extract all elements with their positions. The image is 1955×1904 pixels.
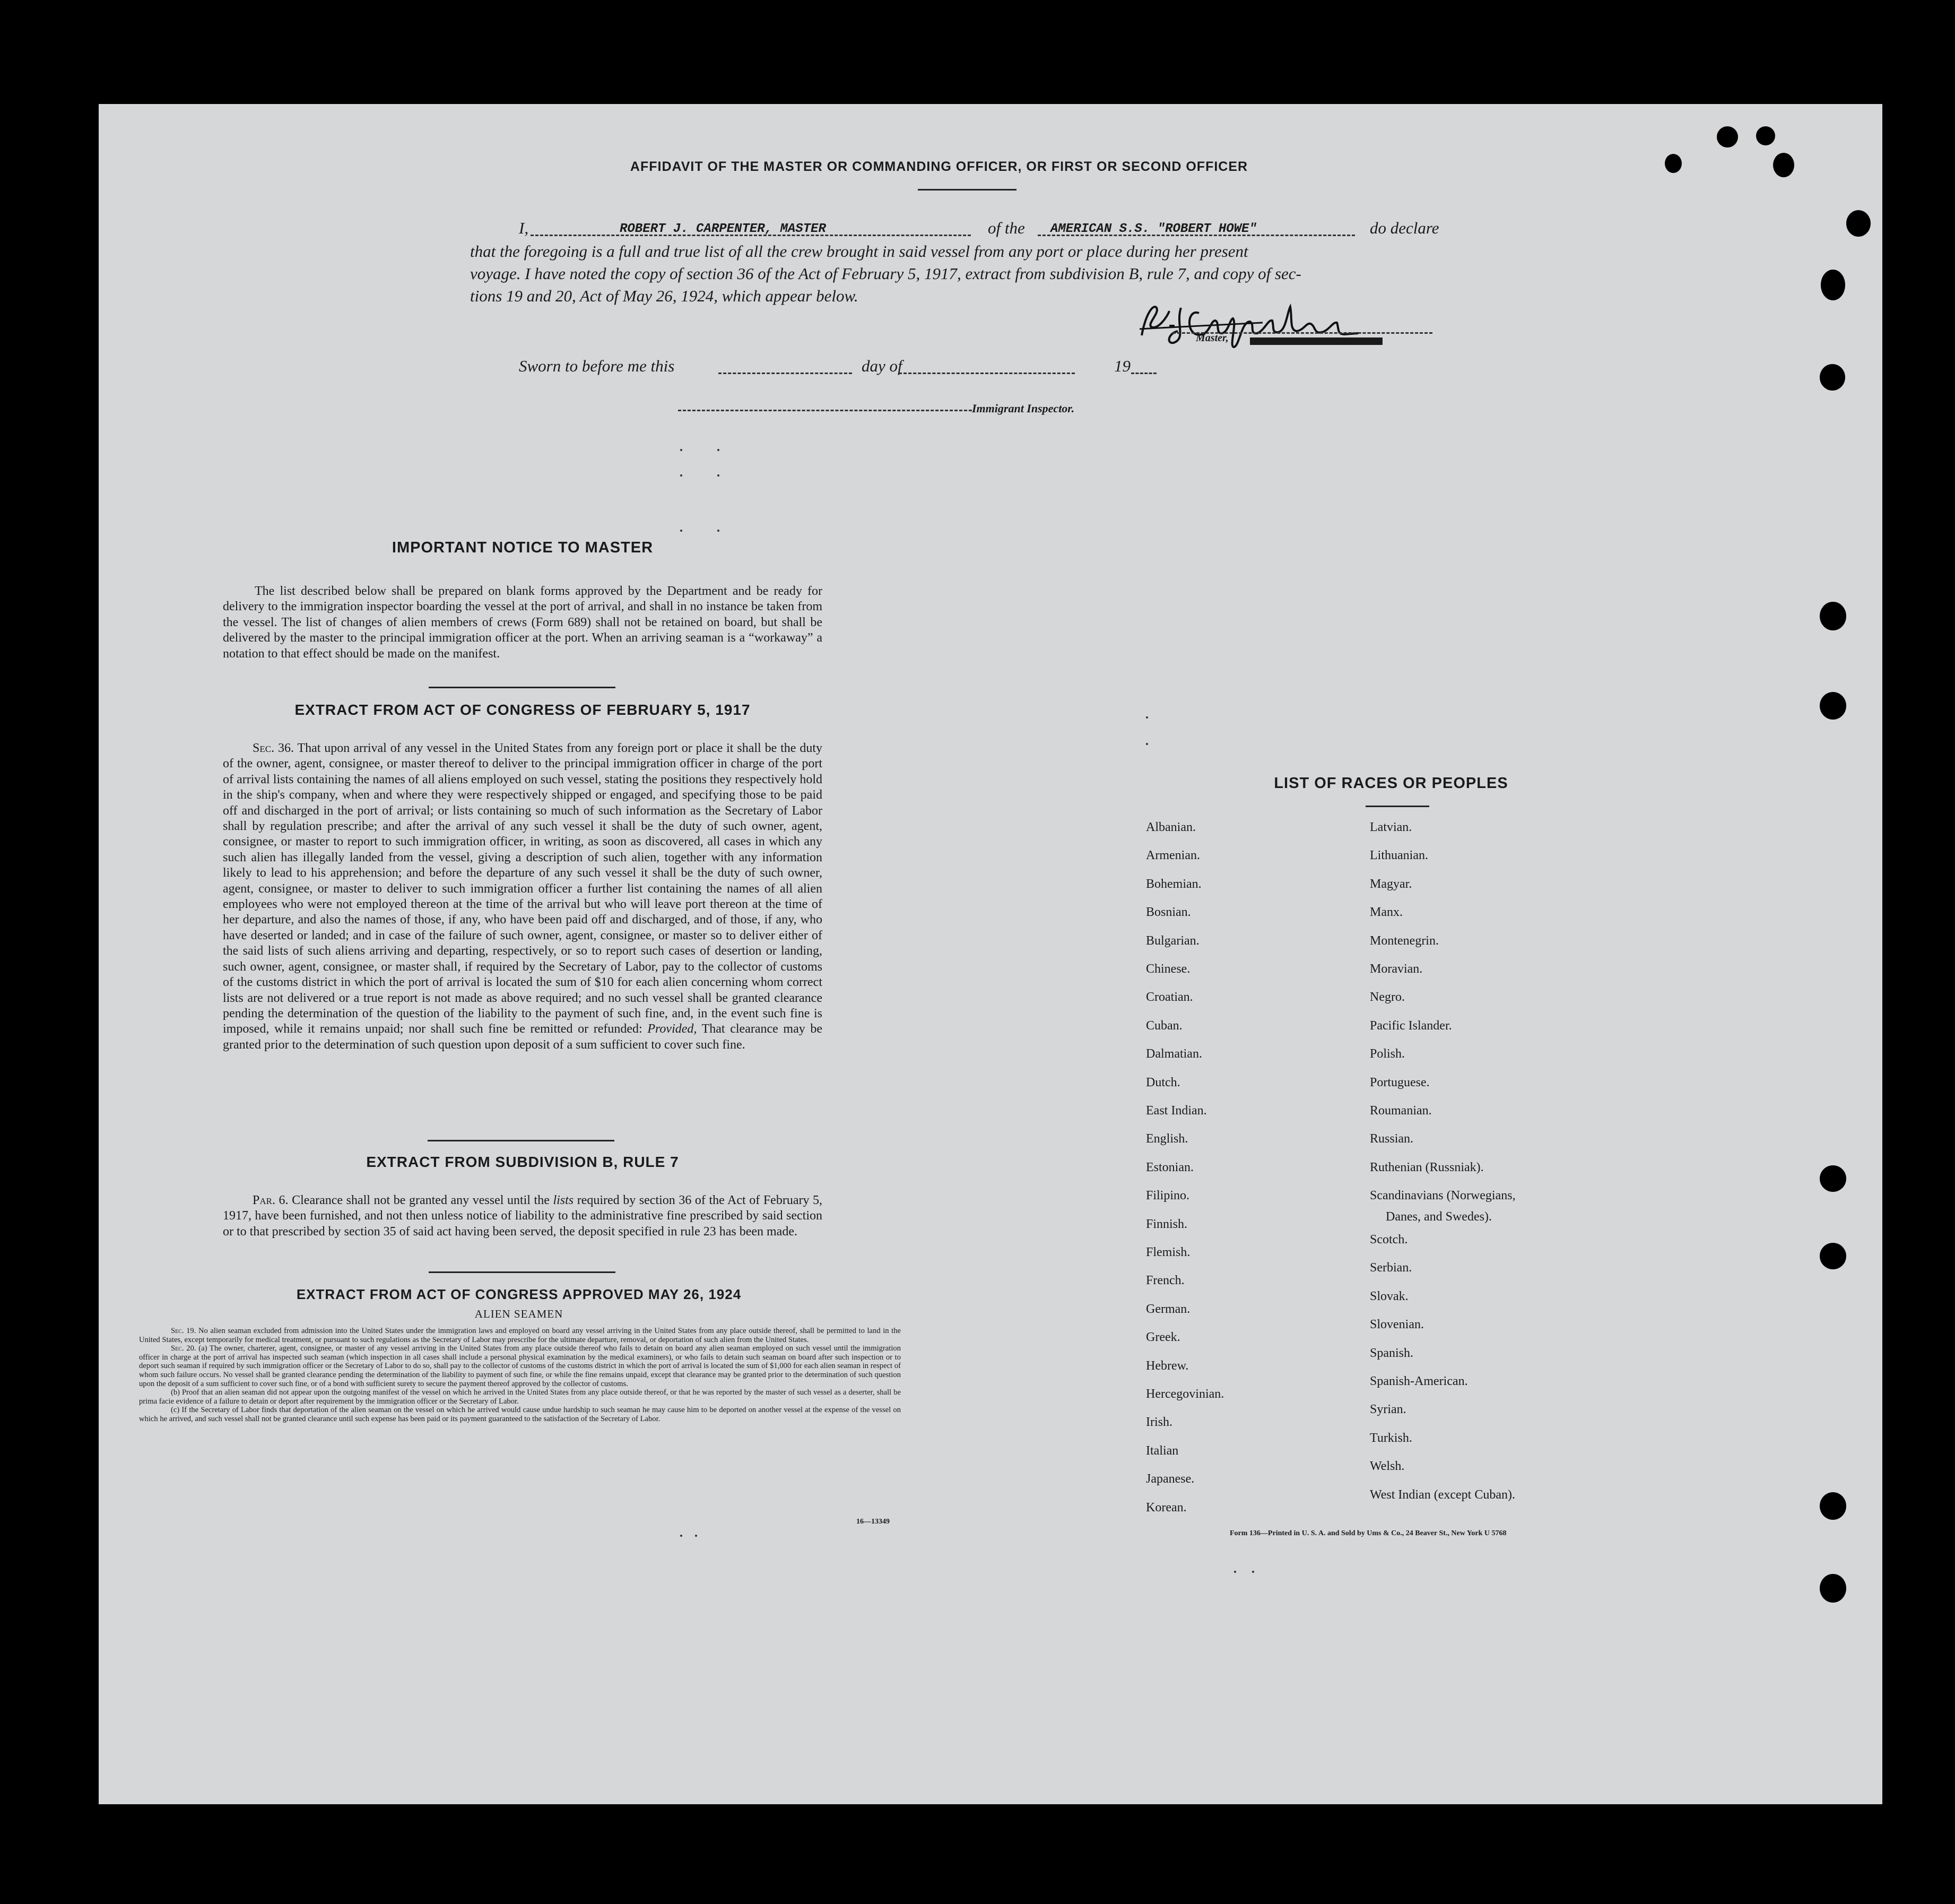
provided-word: Provided, <box>647 1022 697 1036</box>
par-6-text-end: required by section 36 of the Act of February 5, 1917, have been furnished, and not then unless notice of liability to the administrative fine prescribed by said section or to that prescribed by section 35 of said act having been served, the deposit specified in rule 23 has been made. <box>223 1193 823 1239</box>
race-item: Lithuanian. <box>1370 849 1428 863</box>
sworn-year-prefix: 19 <box>1114 357 1131 375</box>
race-item: Italian <box>1146 1443 1179 1458</box>
notice-title: IMPORTANT NOTICE TO MASTER <box>392 539 654 556</box>
race-item: English. <box>1146 1132 1188 1146</box>
race-item: Japanese. <box>1146 1472 1195 1486</box>
section-36-label: Sec. 36. <box>253 741 294 755</box>
affidavit-line-3: voyage. I have noted the copy of section 36 of the Act of February 5, 1917, extract from subdivision B, rule 7, and copy of sec- <box>470 264 1301 283</box>
extract-1917-title: EXTRACT FROM ACT OF CONGRESS OF FEBRUARY 5, 1917 <box>294 702 751 718</box>
extract-1917-text <box>223 741 822 1053</box>
race-item: Spanish. <box>1370 1346 1414 1360</box>
races-title: LIST OF RACES OR PEOPLES <box>1274 775 1508 792</box>
race-item: Slovak. <box>1370 1289 1409 1303</box>
sworn-day-of: day of <box>862 357 902 375</box>
section-36-text: That upon arrival of any vessel in the United States from any foreign port or place it shall be the duty of the owner, agent, consignee, or master thereof to deliver to the principal immigration officer in charge of the port of arrival lists containing the names of all aliens employed on such vessel, stating the positions they respectively hold in the ship's company, when and where they were respectively shipped or engaged, and specifying those to be paid off and discharged in the port of arrival; or lists containing so much of such information as the Secretary of Labor shall by regulation prescribe; and after the arrival of any such vessel it shall be the duty of such owner, agent, consignee, or master to report to such immigration officer, in writing, as soon as discovered, all cases in which any such alien has illegally landed from the vessel, giving a description of such alien, together with any information likely to lead to his apprehension; and before the departure of any such vessel it shall be the duty of such owner, agent, consignee, or master to deliver to such immigration officer a further list containing the names of all alien employees who were not employed thereon at the time of the arrival but who will leave port thereon at the time of her departure, and also the names of those, if any, who have been paid off and discharged, and of those, if any, who have deserted or landed; and in case of the failure of such owner, agent, consignee, or master so to deliver either of the said lists of such aliens arriving and departing, respectively, or so to report such cases of desertion or landing, such owner, agent, consignee, or master shall, if required by the Secretary of Labor, pay to the collector of customs of the customs district in which the port of arrival is located the sum of $10 for each alien concerning whom correct lists are not delivered or a true report is not made as above required; and no such vessel shall be granted clearance pending the determination of the question of the liability to the payment of such fine, and, in the event such fine is imposed, while it remains unpaid; nor shall such fine be remitted or refunded: <box>223 741 822 1036</box>
race-item: Syrian. <box>1370 1403 1406 1417</box>
race-item: Dalmatian. <box>1146 1047 1202 1061</box>
paper-speck <box>717 449 719 451</box>
signature-caption: Master, <box>1196 332 1229 344</box>
affidavit-line-4: tions 19 and 20, Act of May 26, 1924, which appear below. <box>470 287 858 305</box>
paper-speck <box>1252 1571 1254 1573</box>
race-item: Greek. <box>1146 1330 1180 1345</box>
race-item: Hercegovinian. <box>1146 1387 1224 1401</box>
scandinavians-line-2: Danes, and Swedes). <box>1386 1210 1492 1224</box>
divider <box>428 1140 614 1141</box>
extract-rule7-text <box>223 1193 822 1240</box>
race-item: West Indian (except Cuban). <box>1370 1487 1515 1502</box>
race-item: Manx. <box>1370 905 1403 920</box>
affidavit-do-declare: do declare <box>1370 219 1439 237</box>
race-item: Bohemian. <box>1146 877 1202 891</box>
paper-speck <box>680 1535 682 1537</box>
punch-hole <box>1820 1492 1846 1520</box>
affidavit-of-the: of the <box>988 219 1025 237</box>
race-item: Scandinavians (Norwegians, <box>1370 1189 1516 1203</box>
race-item: Roumanian. <box>1370 1104 1432 1118</box>
race-item: Welsh. <box>1370 1459 1405 1474</box>
race-item: Korean. <box>1146 1500 1187 1514</box>
section-36-text-end: That clearance may be granted prior to the determination of such question upon deposit of a sum sufficient to cover such fine. <box>223 1022 823 1052</box>
race-item: Armenian. <box>1146 849 1200 863</box>
paper-speck <box>680 449 682 451</box>
race-item: Montenegrin. <box>1370 933 1439 948</box>
master-name-field: ROBERT J. CARPENTER, MASTER <box>620 222 826 236</box>
race-item: Spanish-American. <box>1370 1374 1468 1388</box>
affidavit-i-label: I, <box>519 219 529 237</box>
punch-hole <box>1820 1243 1846 1269</box>
punch-hole <box>1820 1574 1846 1603</box>
punch-hole <box>1820 692 1846 720</box>
section-20c-text: (c) If the Secretary of Labor finds that deportation of the alien seaman on the vessel on which he arrived would cause undue hardship to such seaman he may cause him to be deported on another vessel at the expense of the vessel on which he arrived, and such vessel shall not be granted clearance until such expense has been paid or its payment guaranteed to the satisfaction of the Secretary of Labor. <box>139 1406 901 1423</box>
race-item: German. <box>1146 1302 1191 1316</box>
race-item: Flemish. <box>1146 1245 1191 1259</box>
divider <box>429 687 615 688</box>
par-6-text: Clearance shall not be granted any vessel until the <box>292 1193 550 1207</box>
sworn-year-field <box>1131 373 1157 374</box>
race-item: Scotch. <box>1370 1232 1408 1247</box>
sworn-line <box>519 354 1166 378</box>
section-19-label: Sec. 19. <box>171 1327 196 1335</box>
print-code: 16—13349 <box>856 1518 890 1526</box>
race-item: Turkish. <box>1370 1431 1412 1445</box>
sworn-prefix: Sworn to before me this <box>519 357 675 375</box>
vessel-name-field: AMERICAN S.S. "ROBERT HOWE" <box>1050 222 1257 236</box>
inspector-label: Immigrant Inspector. <box>972 402 1075 415</box>
form-footer: Form 136—Printed in U. S. A. and Sold by Ums & Co., 24 Beaver St., New York U 5768 <box>1230 1529 1507 1537</box>
affidavit-line-2: that the foregoing is a full and true list of all the crew brought in said vessel from any port or place during her present <box>470 242 1248 261</box>
race-item: Moravian. <box>1370 962 1423 976</box>
punch-hole <box>1820 602 1846 630</box>
race-item: Polish. <box>1370 1047 1405 1061</box>
race-item: Pacific Islander. <box>1370 1018 1452 1033</box>
divider <box>429 1271 615 1273</box>
race-item: Russian. <box>1370 1132 1414 1146</box>
sworn-month-field <box>899 373 1075 374</box>
divider <box>918 189 1016 191</box>
lists-word: lists <box>553 1193 574 1207</box>
race-item: East Indian. <box>1146 1104 1207 1118</box>
notice-text: The list described below shall be prepared on blank forms approved by the Department and be ready for delivery to the immigration inspector boarding the vessel at the port of arrival, and shall in no instance be taken from the vessel. The list of changes of alien members of crews (Form 689) shall not be retained on board, but shall be delivered by the master to the principal immigration officer at the port. When an arriving seaman is a “workaway” a notation to that effect should be made on the manifest. <box>223 584 822 661</box>
paper-speck <box>680 530 682 532</box>
paper-speck <box>1146 716 1148 719</box>
punch-hole <box>1820 1165 1846 1192</box>
affidavit-title: AFFIDAVIT OF THE MASTER OR COMMANDING OFFICER, OR FIRST OR SECOND OFFICER <box>630 159 1248 174</box>
section-20a-text: (a) The owner, charterer, agent, consignee, or master of any vessel arriving in the United States from any place outside thereof who fails to detain on board any alien seaman employed on such vessel until the immigration officer in charge at the port of arrival has inspected such seaman (which inspection in all cases shall include a personal physical examination by the medical examiners), or who fails to detain such seaman on board after such inspection or to deport such seaman if required by such immigration officer or the Secretary of Labor to do so, shall pay to the collector of customs of the customs district in which the port of arrival is located the sum of $1,000 for each alien seaman in respect of whom such failure occurs. No vessel shall be granted clearance pending the determination of the liability to payment of such fine, or while the fine remains unpaid, except that clearance may be granted prior to the determination of such question upon the deposit of a sum sufficient to cover such fine, or of a bond with sufficient surety to secure the payment thereof approved by the collector of customs. <box>139 1344 901 1388</box>
paper-speck <box>1234 1571 1236 1573</box>
race-item: French. <box>1146 1274 1185 1288</box>
punch-hole <box>1821 270 1845 300</box>
punch-hole <box>1846 210 1871 237</box>
paper-speck <box>717 474 719 477</box>
section-20-label: Sec. 20. <box>171 1344 196 1353</box>
race-item: Cuban. <box>1146 1018 1183 1033</box>
section-20b-text: (b) Proof that an alien seaman did not appear upon the outgoing manifest of the vessel on which he arrived in the United States from any place outside thereof, or that he was reported by the master of such vessel as a deserter, shall be prima facie evidence of a failure to detain or deport after requirement by the immigration officer or the Secretary of Labor. <box>139 1388 901 1406</box>
race-item: Estonian. <box>1146 1160 1194 1174</box>
paper-speck <box>1146 743 1148 745</box>
race-item: Irish. <box>1146 1415 1172 1430</box>
punch-hole <box>1756 126 1775 145</box>
race-item: Latvian. <box>1370 820 1412 834</box>
race-item: Negro. <box>1370 990 1405 1005</box>
race-item: Serbian. <box>1370 1261 1412 1275</box>
affidavit-line-1 <box>519 217 1463 240</box>
paper-speck <box>695 1535 697 1537</box>
inspector-signature-line <box>678 410 972 411</box>
punch-hole <box>1820 364 1845 391</box>
race-item: Croatian. <box>1146 990 1193 1005</box>
extract-1924-title: EXTRACT FROM ACT OF CONGRESS APPROVED MAY 26, 1924 <box>296 1286 742 1302</box>
extract-1924-text <box>139 1327 901 1424</box>
race-item: Ruthenian (Russniak). <box>1370 1160 1484 1174</box>
punch-hole <box>1773 153 1794 177</box>
race-item: Chinese. <box>1146 962 1191 976</box>
race-item: Filipino. <box>1146 1189 1190 1203</box>
punch-hole <box>1665 154 1682 173</box>
race-item: Slovenian. <box>1370 1318 1424 1332</box>
divider <box>1366 806 1429 807</box>
punch-hole <box>1717 126 1738 148</box>
race-item: Finnish. <box>1146 1217 1188 1231</box>
section-19-text: No alien seaman excluded from admission into the United States under the immigration laws and employed on board any vessel arriving in the United States from any place outside thereof, shall be permitted to land in the United States, except temporarily for medical treatment, or pursuant to such regulations as the Secretary of Labor may prescribe for the ultimate departure, removal, or deportation of such alien from the United States. <box>139 1327 901 1344</box>
race-item: Magyar. <box>1370 877 1412 891</box>
race-item: Bosnian. <box>1146 905 1191 920</box>
race-item: Hebrew. <box>1146 1358 1189 1373</box>
extract-rule7-title: EXTRACT FROM SUBDIVISION B, RULE 7 <box>366 1154 679 1170</box>
sworn-day-field <box>718 373 852 374</box>
par-6-label: Par. 6. <box>253 1193 289 1207</box>
race-item: Portuguese. <box>1370 1075 1430 1089</box>
race-item: Dutch. <box>1146 1075 1180 1089</box>
alien-seamen-subtitle: ALIEN SEAMEN <box>474 1308 563 1320</box>
struck-title <box>1250 337 1383 345</box>
race-item: Bulgarian. <box>1146 933 1200 948</box>
paper-speck <box>717 530 719 532</box>
paper-speck <box>680 474 682 477</box>
race-item: Albanian. <box>1146 820 1196 834</box>
